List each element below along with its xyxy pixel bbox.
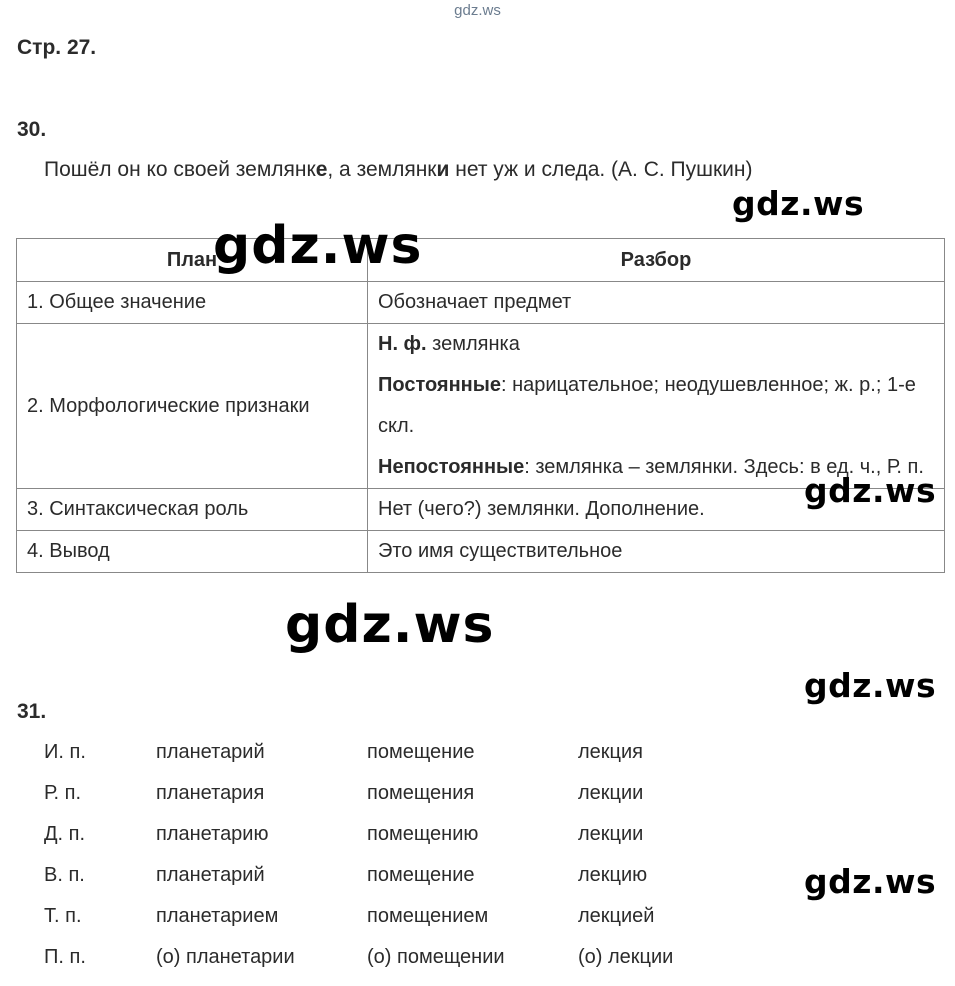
declension-row [44,896,778,937]
case-label: Д. п. [44,823,86,845]
declension-table [44,732,778,978]
table-row [17,531,945,573]
word-form: планетарий [156,741,265,763]
plan-cell: 1. Общее значение [17,282,368,324]
task-31-number: 31. [17,700,47,723]
table-header-row [17,239,945,282]
plan-cell: 2. Морфологические признаки [17,324,368,489]
declension-row [44,814,778,855]
word-form: помещение [367,864,475,886]
word-form: лекции [578,782,644,804]
declension-row [44,855,778,896]
analysis-cell: Это имя существительное [368,531,945,573]
analysis-cell: Обозначает предмет [368,282,945,324]
header-plan: План [17,239,368,282]
word-form: (о) планетарии [156,946,295,968]
analysis-cell: Нет (чего?) землянки. Дополнение. [368,489,945,531]
case-label: И. п. [44,741,86,763]
watermark-text: gdz.ws [213,216,423,276]
word-form: помещения [367,782,475,804]
plan-cell: 3. Синтаксическая роль [17,489,368,531]
analysis-cell: Н. ф. землянка Постоянные: нарицательное; неодушевленное; ж. р.; 1-е скл. Непостоянные: землянка – землянки. Здесь: в ед. ч., Р. п. [368,324,945,489]
table-row [17,282,945,324]
case-label: Р. п. [44,782,82,804]
case-label: В. п. [44,864,85,886]
task-30-number: 30. [17,118,47,141]
watermark-text: gdz.ws [804,666,937,705]
word-form: планетарием [156,905,279,927]
word-form: помещение [367,741,475,763]
plan-cell: 4. Вывод [17,531,368,573]
word-form: (о) помещении [367,946,505,968]
header-analysis: Разбор [368,239,945,282]
word-form: (о) лекции [578,946,674,968]
task-30-sentence: Пошёл он ко своей землянке, а землянки нет уж и следа. (А. С. Пушкин) [44,158,753,181]
declension-row [44,732,778,773]
watermark-text: gdz.ws [285,595,495,655]
word-form: лекция [578,741,643,763]
word-form: лекции [578,823,644,845]
declension-row [44,937,778,978]
word-form: лекцией [578,905,655,927]
word-form: лекцию [578,864,648,886]
watermark-text: gdz.ws [804,862,937,901]
word-form: планетарию [156,823,269,845]
case-label: Т. п. [44,905,82,927]
page-label: Стр. 27. [17,36,97,59]
word-form: планетария [156,782,265,804]
top-watermark: gdz.ws [454,2,501,19]
declension-row [44,773,778,814]
word-form: помещению [367,823,479,845]
table-row [17,324,945,489]
word-form: планетарий [156,864,265,886]
noun-analysis-table [16,238,945,573]
watermark-text: gdz.ws [732,184,865,223]
case-label: П. п. [44,946,86,968]
watermark-text: gdz.ws [804,471,937,510]
word-form: помещением [367,905,489,927]
